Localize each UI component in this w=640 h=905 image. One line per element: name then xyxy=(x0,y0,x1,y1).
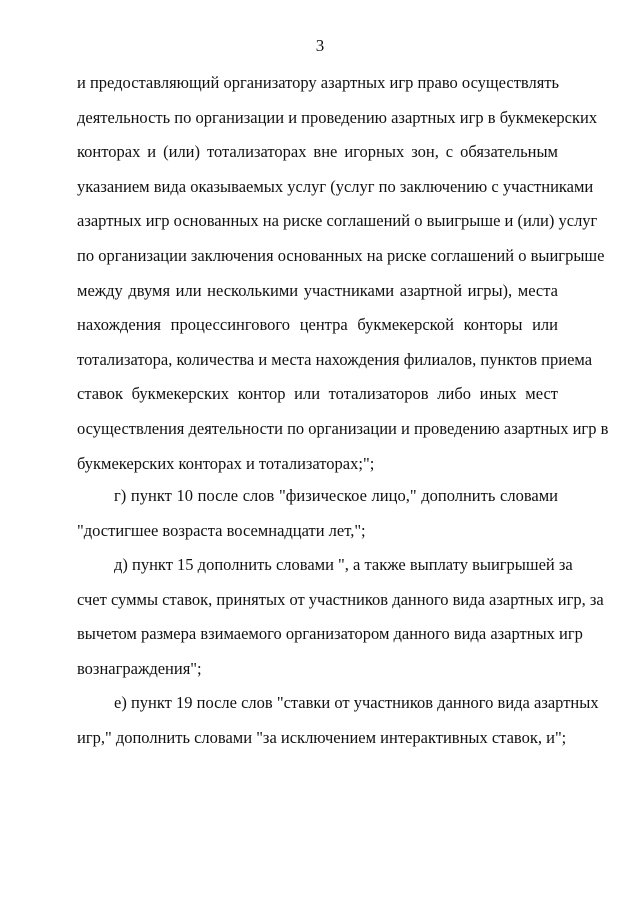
page-number: 3 xyxy=(315,36,325,55)
item-e-paragraph xyxy=(77,686,599,755)
text-line: и предоставляющий организатору азартных игр право осуществлять xyxy=(77,73,560,92)
text-line: "достигшее возраста восемнадцати лет,"; xyxy=(77,520,366,540)
text-line: конторах и (или) тотализаторах вне игорных зон, с обязательным xyxy=(77,142,558,162)
text-line: азартных игр основанных на риске соглашений о выигрыше и (или) услуг xyxy=(77,211,598,231)
text-line: е) пункт 19 после слов "ставки от участников данного вида азартных xyxy=(114,693,599,712)
text-line: вознаграждения"; xyxy=(77,658,202,678)
text-line: счет суммы ставок, принятых от участников данного вида азартных игр, за xyxy=(77,589,604,609)
text-line: указанием вида оказываемых услуг (услуг по заключению с участниками xyxy=(77,176,594,196)
text-line: д) пункт 15 дополнить словами ", а также выплату выигрышей за xyxy=(114,555,573,574)
item-d-paragraph xyxy=(77,548,604,686)
text-line: г) пункт 10 после слов "физическое лицо," дополнить словами xyxy=(114,486,558,505)
text-line: тотализатора, количества и места нахождения филиалов, пунктов приема xyxy=(77,349,593,369)
text-line: букмекерских конторах и тотализаторах;"; xyxy=(77,453,375,473)
text-line: ставок букмекерских контор или тотализаторов либо иных мест xyxy=(77,384,558,404)
text-line: по организации заключения основанных на риске соглашений о выигрыше xyxy=(77,245,605,265)
text-line: между двумя или несколькими участниками азартной игры), места xyxy=(77,280,558,300)
text-line: игр," дополнить словами "за исключением интерактивных ставок, и"; xyxy=(77,727,567,747)
text-line: осуществления деятельности по организации и проведению азартных игр в xyxy=(77,418,609,438)
text-line: нахождения процессингового центра букмекерской конторы или xyxy=(77,315,558,335)
text-line: вычетом размера взимаемого организатором данного вида азартных игр xyxy=(77,624,583,644)
item-g-paragraph xyxy=(77,479,558,548)
continuation-paragraph xyxy=(77,66,609,481)
text-line: деятельность по организации и проведению азартных игр в букмекерских xyxy=(77,107,598,127)
